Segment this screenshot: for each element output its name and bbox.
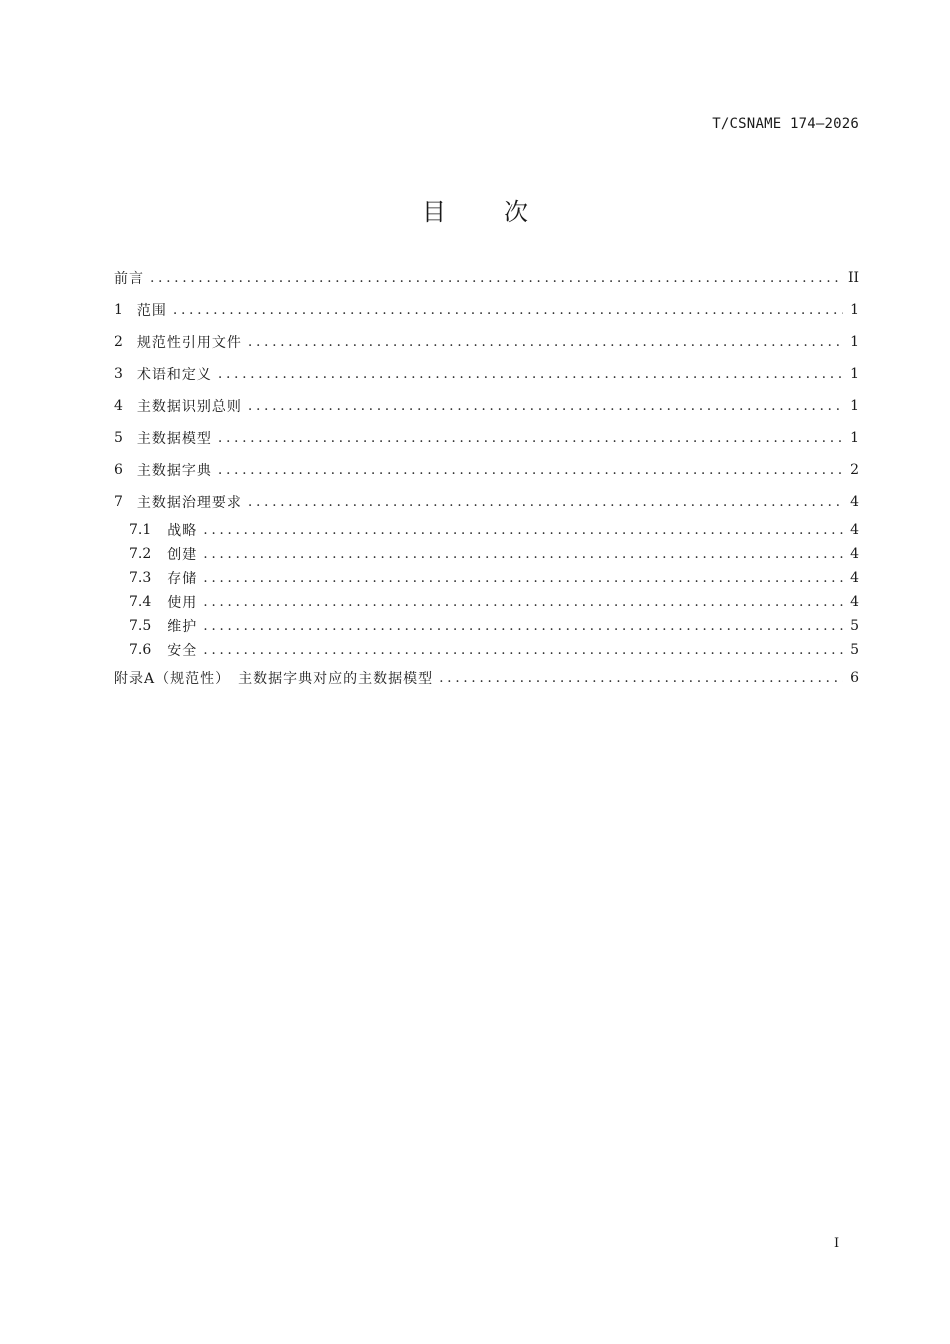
toc-dot-leader	[203, 618, 843, 634]
toc-dot-leader	[173, 302, 843, 318]
toc-entry-page: 4	[850, 570, 859, 586]
toc-entry-label: 范围	[136, 303, 167, 319]
toc-dot-leader	[248, 398, 843, 414]
toc-entry-label: 创建	[167, 547, 198, 563]
toc-dot-leader	[203, 642, 843, 658]
toc-entry-label: 维护	[167, 619, 198, 635]
toc-entry-page: II	[847, 270, 859, 286]
toc-entry-page: 4	[850, 546, 859, 562]
toc-subentry[interactable]	[114, 614, 859, 638]
table-of-contents	[114, 262, 859, 694]
toc-entry[interactable]	[114, 454, 859, 486]
toc-entry-page: 4	[850, 494, 859, 510]
toc-entry-label: 安全	[167, 643, 198, 659]
toc-dot-leader	[203, 594, 843, 610]
toc-dot-leader	[248, 334, 843, 350]
toc-dot-leader	[218, 366, 843, 382]
toc-entry[interactable]	[114, 294, 859, 326]
toc-dot-leader	[218, 462, 843, 478]
toc-entry-label: 主数据字典	[136, 463, 212, 479]
toc-entry-label: 主数据模型	[136, 431, 212, 447]
toc-entry-page: 4	[850, 594, 859, 610]
toc-entry-number: 2	[114, 334, 123, 350]
toc-entry[interactable]	[114, 262, 859, 294]
toc-entry-number: 5	[114, 430, 123, 446]
toc-subentry[interactable]	[114, 638, 859, 662]
toc-entry-page: 4	[850, 522, 859, 538]
toc-entry-page: 5	[850, 618, 859, 634]
toc-subentry[interactable]	[114, 518, 859, 542]
toc-entry-page: 5	[850, 642, 859, 658]
toc-entry-page: 1	[850, 334, 859, 350]
toc-dot-leader	[218, 430, 843, 446]
toc-dot-leader	[203, 522, 843, 538]
toc-entry-number: 7.6	[129, 642, 152, 658]
toc-entry-label: 使用	[167, 595, 198, 611]
page-number: I	[834, 1236, 840, 1251]
toc-entry-label: 附录A（规范性） 主数据字典对应的主数据模型	[114, 671, 434, 687]
toc-entry[interactable]	[114, 390, 859, 422]
toc-entry-page: 2	[850, 462, 859, 478]
toc-entry-label: 主数据识别总则	[136, 399, 242, 415]
toc-entry-number: 7.2	[129, 546, 152, 562]
toc-dot-leader	[439, 670, 843, 686]
toc-entry[interactable]	[114, 326, 859, 358]
document-code: T/CSNAME 174—2026	[712, 116, 859, 132]
toc-entry[interactable]	[114, 662, 859, 694]
toc-entry[interactable]	[114, 486, 859, 518]
toc-entry-label: 术语和定义	[136, 367, 212, 383]
toc-entry[interactable]	[114, 358, 859, 390]
toc-entry-number: 4	[114, 398, 123, 414]
toc-entry-label: 战略	[167, 523, 198, 539]
toc-entry-page: 1	[850, 302, 859, 318]
toc-entry-label: 前言	[114, 271, 144, 287]
toc-entry-page: 1	[850, 366, 859, 382]
toc-subentry[interactable]	[114, 566, 859, 590]
toc-subentry[interactable]	[114, 542, 859, 566]
toc-entry-label: 主数据治理要求	[136, 495, 242, 511]
toc-dot-leader	[248, 494, 843, 510]
toc-entry-number: 7.1	[129, 522, 152, 538]
toc-entry-page: 1	[850, 398, 859, 414]
toc-entry-label: 存储	[167, 571, 198, 587]
toc-entry-number: 7	[114, 494, 123, 510]
toc-entry-page: 6	[850, 670, 859, 686]
toc-entry-label: 规范性引用文件	[136, 335, 242, 351]
toc-entry-number: 7.3	[129, 570, 152, 586]
toc-dot-leader	[203, 570, 843, 586]
toc-entry-number: 7.4	[129, 594, 152, 610]
toc-entry-number: 7.5	[129, 618, 152, 634]
toc-subentry[interactable]	[114, 590, 859, 614]
toc-entry-number: 6	[114, 462, 123, 478]
toc-title: 目次	[422, 198, 586, 226]
toc-entry-number: 1	[114, 302, 123, 318]
toc-dot-leader	[203, 546, 843, 562]
toc-entry[interactable]	[114, 422, 859, 454]
toc-entry-number: 3	[114, 366, 123, 382]
toc-entry-page: 1	[850, 430, 859, 446]
toc-dot-leader	[150, 270, 842, 286]
